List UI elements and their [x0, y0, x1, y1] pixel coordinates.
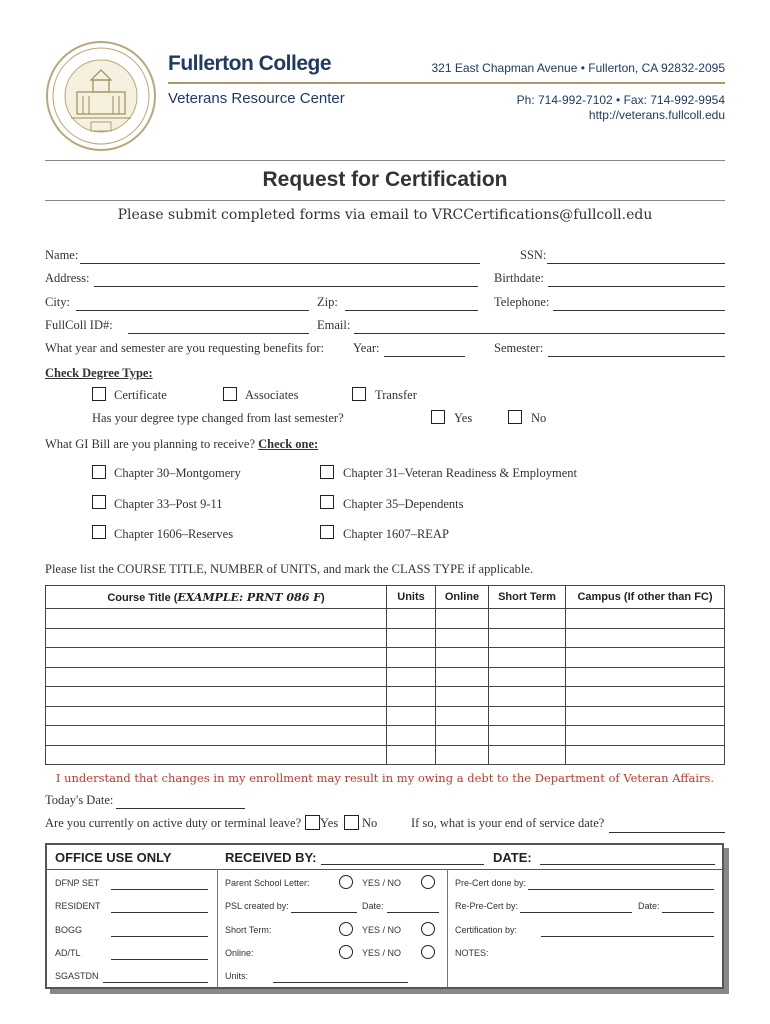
online-cell[interactable] [436, 648, 489, 668]
office-date-label: DATE: [493, 850, 532, 865]
short-term-yes-radio[interactable] [339, 922, 353, 936]
chapter-33-label: Chapter 33–Post 9-11 [114, 497, 223, 511]
chapter-30-checkbox[interactable] [92, 465, 106, 479]
active-duty-yes-checkbox[interactable] [305, 815, 320, 830]
chapter-35-checkbox[interactable] [320, 495, 334, 509]
short-term-cell[interactable] [489, 687, 566, 707]
notes-label: NOTES: [455, 948, 489, 958]
col-campus: Campus (If other than FC) [566, 586, 725, 609]
gi-bill-question-text: What GI Bill are you planning to receive? [45, 437, 255, 451]
year-field[interactable] [384, 356, 465, 357]
chapter-1607-label: Chapter 1607–REAP [343, 527, 449, 541]
table-row [46, 648, 725, 668]
transfer-label: Transfer [375, 388, 417, 402]
units-cell[interactable] [387, 609, 436, 629]
name-label: Name: [45, 248, 79, 262]
email-label: Email: [317, 318, 351, 332]
short-term-cell[interactable] [489, 726, 566, 746]
center-name: Veterans Resource Center [168, 90, 345, 107]
course-title-cell[interactable] [46, 667, 387, 687]
units-cell[interactable] [387, 628, 436, 648]
campus-cell[interactable] [566, 745, 725, 765]
todays-date-label: Today's Date: [45, 793, 114, 807]
degree-changed-no-label: No [531, 411, 547, 425]
degree-changed-question: Has your degree type changed from last semester? [92, 411, 344, 425]
degree-type-heading: Check Degree Type: [45, 366, 153, 380]
table-row [46, 609, 725, 629]
certification-by-field[interactable] [541, 936, 714, 937]
parent-letter-no-radio[interactable] [421, 875, 435, 889]
title-top-rule [45, 160, 725, 161]
campus-cell[interactable] [566, 648, 725, 668]
units-cell[interactable] [387, 648, 436, 668]
online-cell[interactable] [436, 706, 489, 726]
psl-created-field[interactable] [291, 912, 357, 913]
psl-created-label: PSL created by: [225, 901, 289, 911]
units-label: Units: [225, 971, 249, 981]
table-row [46, 726, 725, 746]
online-cell[interactable] [436, 609, 489, 629]
dfnp-set-label: DFNP SET [55, 878, 100, 888]
sgastdn-label: SGASTDN [55, 971, 99, 981]
todays-date-field[interactable] [116, 808, 245, 809]
title-bottom-rule [45, 200, 725, 201]
precert-label: Pre-Cert done by: [455, 878, 527, 888]
short-term-cell[interactable] [489, 667, 566, 687]
chapter-31-checkbox[interactable] [320, 465, 334, 479]
end-of-service-field[interactable] [609, 832, 725, 833]
active-duty-question: Are you currently on active duty or terminal leave? [45, 816, 302, 830]
received-by-field[interactable] [321, 864, 484, 865]
courses-table [45, 585, 725, 765]
chapter-1607-checkbox[interactable] [320, 525, 334, 539]
col-course-title-end: ) [321, 591, 325, 604]
header-address: 321 East Chapman Avenue • Fullerton, CA 92832-2095 [431, 61, 725, 75]
course-title-cell[interactable] [46, 648, 387, 668]
units-cell[interactable] [387, 687, 436, 707]
chapter-31-label: Chapter 31–Veteran Readiness & Employment [343, 466, 577, 480]
birthdate-label: Birthdate: [494, 271, 544, 285]
online-cell[interactable] [436, 667, 489, 687]
online-cell[interactable] [436, 726, 489, 746]
reprecert-date-label: Date: [638, 901, 660, 911]
received-by-label: RECEIVED BY: [225, 850, 317, 865]
office-header-rule [47, 869, 722, 870]
gi-bill-question [45, 437, 318, 452]
degree-changed-no-checkbox[interactable] [508, 410, 522, 424]
city-label: City: [45, 295, 71, 309]
reprecert-label: Re-Pre-Cert by: [455, 901, 519, 911]
office-divider-2 [447, 869, 448, 987]
semester-label: Semester: [494, 341, 544, 355]
chapter-30-label: Chapter 30–Montgomery [114, 466, 241, 480]
psl-date-field[interactable] [387, 912, 439, 913]
birthdate-field[interactable] [548, 286, 725, 287]
course-title-cell[interactable] [46, 726, 387, 746]
resident-field[interactable] [111, 912, 208, 913]
short-term-no-radio[interactable] [421, 922, 435, 936]
campus-cell[interactable] [566, 706, 725, 726]
ssn-label: SSN: [520, 248, 547, 262]
transfer-checkbox[interactable] [352, 387, 366, 401]
table-row [46, 706, 725, 726]
associates-checkbox[interactable] [223, 387, 237, 401]
campus-cell[interactable] [566, 609, 725, 629]
va-debt-disclaimer: I understand that changes in my enrollment may result in my owing a debt to the Department of Veteran Affairs. [55, 771, 715, 785]
end-of-service-label: If so, what is your end of service date? [411, 816, 605, 830]
short-term-cell[interactable] [489, 648, 566, 668]
campus-cell[interactable] [566, 726, 725, 746]
table-row [46, 628, 725, 648]
header-gold-rule [168, 82, 725, 84]
certificate-label: Certificate [114, 388, 167, 402]
table-row [46, 687, 725, 707]
col-short-term: Short Term [489, 586, 566, 609]
degree-changed-yes-checkbox[interactable] [431, 410, 445, 424]
fullcoll-id-label: FullColl ID#: [45, 318, 113, 332]
online-cell[interactable] [436, 687, 489, 707]
associates-label: Associates [245, 388, 299, 402]
units-cell[interactable] [387, 667, 436, 687]
form-subtitle: Please submit completed forms via email to VRCCertifications@fullcoll.edu [117, 207, 653, 223]
online-cell[interactable] [436, 628, 489, 648]
precert-field[interactable] [528, 889, 714, 890]
parent-letter-yes-no: YES / NO [362, 878, 402, 888]
online-yes-radio[interactable] [339, 945, 353, 959]
short-term-cell[interactable] [489, 628, 566, 648]
psl-date-label: Date: [362, 901, 384, 911]
resident-label: RESIDENT [55, 901, 101, 911]
office-use-title: OFFICE USE ONLY [55, 850, 172, 865]
city-field[interactable] [76, 310, 309, 311]
name-field[interactable] [80, 263, 480, 264]
email-field[interactable] [354, 333, 725, 334]
course-title-cell[interactable] [46, 706, 387, 726]
chapter-35-label: Chapter 35–Dependents [343, 497, 464, 511]
telephone-label: Telephone: [494, 295, 550, 309]
adtl-label: AD/TL [55, 948, 81, 958]
table-row [46, 667, 725, 687]
fullcoll-id-field[interactable] [128, 333, 309, 334]
campus-cell[interactable] [566, 687, 725, 707]
courses-instruction: Please list the COURSE TITLE, NUMBER of UNITS, and mark the CLASS TYPE if applicable. [45, 562, 534, 576]
course-title-cell[interactable] [46, 687, 387, 707]
bogg-label: BOGG [55, 925, 83, 935]
adtl-field[interactable] [111, 959, 208, 960]
units-cell[interactable] [387, 706, 436, 726]
year-semester-question: What year and semester are you requesting benefits for: [45, 341, 325, 355]
short-term-yes-no: YES / NO [362, 925, 402, 935]
chapter-1606-label: Chapter 1606–Reserves [114, 527, 234, 541]
address-label: Address: [45, 271, 90, 285]
chapter-33-checkbox[interactable] [92, 495, 106, 509]
header-phone-fax: Ph: 714-992-7102 • Fax: 714-992-9954 [516, 93, 725, 107]
college-name: Fullerton College [168, 52, 332, 75]
courses-header-row [46, 586, 725, 609]
units-cell[interactable] [387, 745, 436, 765]
ssn-field[interactable] [547, 263, 725, 264]
active-duty-no-checkbox[interactable] [344, 815, 359, 830]
campus-cell[interactable] [566, 667, 725, 687]
short-term-label: Short Term: [225, 925, 272, 935]
col-course-title [46, 586, 387, 609]
active-duty-yes-label: Yes [320, 816, 339, 830]
col-course-title-text: Course Title ( [107, 591, 178, 604]
online-label: Online: [225, 948, 254, 958]
office-divider-1 [217, 869, 218, 987]
form-title: Request for Certification [262, 168, 508, 191]
reprecert-field[interactable] [520, 912, 632, 913]
col-units: Units [387, 586, 436, 609]
reprecert-date-field[interactable] [662, 912, 714, 913]
dfnp-set-field[interactable] [111, 889, 208, 890]
parent-letter-yes-radio[interactable] [339, 875, 353, 889]
online-cell[interactable] [436, 745, 489, 765]
gi-bill-check-one: Check one: [258, 437, 319, 451]
sgastdn-field[interactable] [103, 982, 208, 983]
online-no-radio[interactable] [421, 945, 435, 959]
certification-by-label: Certification by: [455, 925, 518, 935]
col-course-title-example: EXAMPLE: PRNT 086 F [177, 590, 322, 604]
college-seal [45, 40, 157, 152]
units-cell[interactable] [387, 726, 436, 746]
chapter-1606-checkbox[interactable] [92, 525, 106, 539]
short-term-cell[interactable] [489, 706, 566, 726]
parent-school-letter-label: Parent School Letter: [225, 878, 310, 888]
short-term-cell[interactable] [489, 609, 566, 629]
course-title-cell[interactable] [46, 628, 387, 648]
short-term-cell[interactable] [489, 745, 566, 765]
col-online: Online [436, 586, 489, 609]
zip-label: Zip: [317, 295, 338, 309]
units-field[interactable] [273, 982, 408, 983]
course-title-cell[interactable] [46, 609, 387, 629]
course-title-cell[interactable] [46, 745, 387, 765]
office-use-box [45, 843, 724, 989]
telephone-field[interactable] [553, 310, 725, 311]
office-date-field[interactable] [540, 864, 715, 865]
table-row [46, 745, 725, 765]
degree-changed-yes-label: Yes [454, 411, 473, 425]
certificate-checkbox[interactable] [92, 387, 106, 401]
address-field[interactable] [94, 286, 478, 287]
header-website: http://veterans.fullcoll.edu [588, 108, 725, 122]
active-duty-no-label: No [362, 816, 378, 830]
online-yes-no: YES / NO [362, 948, 402, 958]
year-label: Year: [353, 341, 380, 355]
zip-field[interactable] [345, 310, 478, 311]
bogg-field[interactable] [111, 936, 208, 937]
campus-cell[interactable] [566, 628, 725, 648]
semester-field[interactable] [548, 356, 725, 357]
